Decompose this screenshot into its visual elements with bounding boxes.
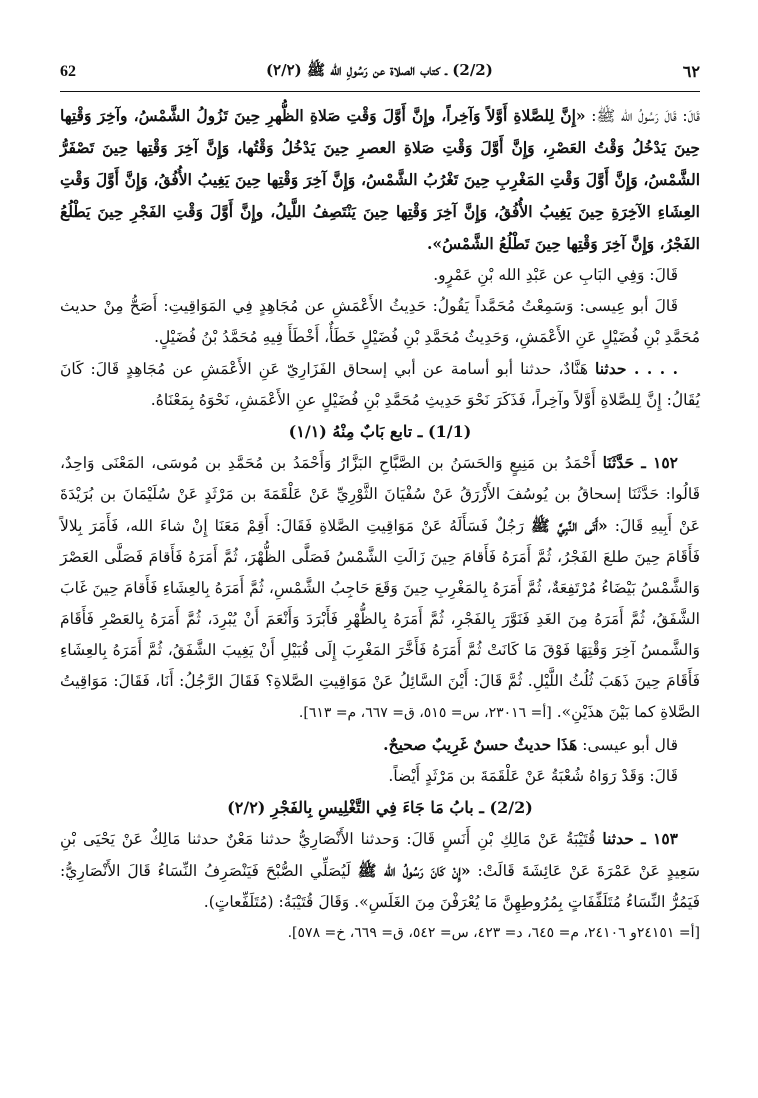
header-divider bbox=[60, 91, 700, 92]
hadith-number-lead: ١٥٢ ـ حَدَّثَنَا bbox=[602, 453, 679, 472]
hadith-152 bbox=[60, 447, 700, 729]
chapter-note: قَالَ: وَفِي البَابِ عن عَبْدِ الله بْنِ عَمْرٍو. bbox=[433, 266, 678, 284]
alternate-narration: قَالَ: وَقَدْ رَوَاهُ شُعْبَةُ عَنْ عَلْقَمَةَ بن مَرْثَدٍ أَيْضاً. bbox=[388, 767, 678, 785]
running-title: (2/2) ـ كتاب الصلاة عن رَسُولِ الله ﷺ (٢/٢) bbox=[265, 61, 493, 79]
page-body bbox=[60, 100, 700, 949]
narration-lead: قَالَ: قَالَ رَسُولُ الله ﷺ: bbox=[591, 107, 700, 125]
section-heading: (2/2) ـ بابُ مَا جَاءَ فِي التَّغْلِيسِ بِالفَجْرِ (٢/٢) bbox=[227, 798, 533, 817]
grading bbox=[60, 729, 700, 761]
supporting-chain bbox=[60, 353, 700, 416]
hadith-text: رَجُلٌ فَسَأَلَهُ عَنْ مَوَاقِيتِ الصَّلاةِ فَقَالَ: أَقِمْ مَعَنَا إِنْ شاءَ الله، فَأَمَرَ بِلالاً فَأَقَامَ حِينَ طلعَ الفَجْرُ، ثُمَّ أَمَرَهُ فَأَقامَ حِينَ زَالَتِ الشَّمْسُ فَصَلَّى الظُّهْرَ، ثُمَّ أَمَرَهُ فَأَقامَ فَصَلَّى العَصْرَ وَالشَّمْسُ بَيْضَاءُ مُرْتَفِعَةٌ، ثُمَّ أَمَرَهُ بِالمَغْرِبِ حِينَ وَقَعَ حَاجِبُ الشَّمْسِ، ثُمَّ أَمَرَهُ بِالعِشَاءِ فَأَقامَ حِينَ غَابَ الشَّفَقُ، ثُمَّ أَمَرَهُ مِنَ الغَدِ فَنَوَّرَ بِالفَجْرِ، ثُمَّ أَمَرَهُ بِالظُّهْرِ فَأَبْرَدَ وَأَنْعَمَ أَنْ يُبْرِدَ، ثُمَّ أَمَرَهُ بِالعَصْرِ فَأَقَامَ وَالشَّمسُ آخِرَ وَقْتِهَا فَوْقَ مَا كَانَتْ ثُمَّ أَمَرَهُ فَأَخَّرَ المَغْرِبَ إِلَى قُبَيْلِ أَنْ يَغِيبَ الشَّفَقُ، ثُمَّ أَمَرَهُ بِالعِشَاءِ فَأَقَامَ حِينَ ذَهَبَ ثُلُثُ اللَّيْلِ. ثُمَّ قَالَ: أَيْنَ السَّائِلُ عَنْ مَوَاقِيتِ الصَّلاةِ؟ فَقَالَ الرَّجُلُ: أَنَا، فَقَالَ: مَوَاقِيتُ الصَّلاةِ كما بَيْنَ هذَيْنِ». bbox=[60, 517, 700, 721]
cross-references: [أ= ٢٣٠١٦، س= ٥١٥، ق= ٦٦٧، م= ٦١٣]. bbox=[298, 705, 552, 721]
grading-text: هَذَا حديثٌ حسنٌ غَرِيبٌ صحيحٌ. bbox=[383, 735, 578, 754]
cross-references: [أ= ٢٤١٥١و ٢٤١٠٦، م= ٦٤٥، د= ٤٢٣، س= ٥٤٢، ق= ٦٦٩، خ= ٥٧٨]. bbox=[287, 925, 700, 941]
hadith-opening: «إِنْ كَانَ رَسُولُ الله ﷺ bbox=[357, 861, 471, 880]
section-heading: (1/1) ـ تابع بَابٌ مِنْهُ (١/١) bbox=[288, 422, 472, 441]
page-header bbox=[60, 55, 700, 89]
hadith-text: لَيُصَلِّي الصُّبْحَ فَيَنْصَرِفُ النِّسَاءُ قَالَ الأَنْصَارِيُّ: فَيَمُرُّ النِّسَاءُ مُتَلَفِّفَاتٍ بِمُرُوطِهِنَّ مَا يُعْرَفْنَ مِنَ الغَلَسِ». وَقَالَ قُتَيْبَةُ: (مُتَلَفِّعاتٍ). bbox=[60, 862, 700, 911]
hadith-153 bbox=[60, 823, 700, 918]
hadith-number-lead: ١٥٣ ـ حدثنا bbox=[602, 829, 679, 848]
isnad-text: أَحْمَدُ بن مَنِيعٍ وَالحَسَنُ بن الصَّبَّاحِ البَزَّارُ وَأَحْمَدُ بن مُحَمَّدِ بن مُوسَى، المَعْنَى وَاحِدٌ، قَالُوا: حَدَّثَنَا إسحاقُ بن يُوسُفَ الأَزْرَقُ عَنْ سُفْيَانَ الثَّوْرِيِّ عَنْ عَلْقَمَةَ بن مَرْثَدٍ عَنْ سُلَيْمَانَ بن بُرَيْدَةَ عَنْ أَبِيهِ قَالَ: bbox=[60, 454, 700, 535]
isnad-text: قُتَيْبَةُ عَنْ مَالِكِ بْنِ أَنَسٍ قَالَ: وَحدثنا الأَنْصَارِيُّ حدثنا مَعْنٌ حدثنا مَالِكٌ عَنْ يَحْيَى بْنِ سَعِيدٍ عَنْ عَمْرَةَ عَنْ عَائِشَةَ قَالَتْ: bbox=[60, 830, 701, 880]
chain-text: هَنَّادٌ، حدثنا أبو أسامة عن أبي إسحاق الفَزَارِيّ عَنِ الأَعْمَشِ عن مُجَاهِدٍ قَالَ: كَانَ يُقَالُ: إِنَّ لِلصَّلاةِ أَوَّلاً وآخِراً، فَذَكَرَ نَحْوَ حَدِيثِ مُحَمَّدِ بْنِ فُضَيْلٍ عنِ الأَعْمَشِ، نَحْوَهُ بِمَعْنَاهُ. bbox=[60, 360, 700, 409]
grading-lead: قال أبو عيسى: bbox=[582, 736, 678, 754]
hadith-text: «إِنَّ لِلصَّلاةِ أَوَّلاً وَآخِراً، وإِنَّ أَوَّلَ وَقْتِ صَلاةِ الظُّهرِ حِينَ تَزُولُ الشَّمْسُ، وآخِرَ وَقْتِها حِينَ يَدْخُلُ وَقْتُ العَصْرِ، وَإِنَّ أَوَّلَ وَقْتِ صَلاةِ العصرِ حِينَ يَدْخُلُ وَقْتُها، وَإِنَّ آخِرَ وَقْتِها حِينَ تَصْفَرُّ الشَّمْسُ، وَإِنَّ أَوَّلَ وَقْتِ المَغْرِبِ حِينَ تَغْرُبُ الشَّمْسُ، وَإِنَّ آخِرَ وَقْتِها حِينَ يَغِيبُ الأُفُقُ، وَإِنَّ أَوَّلَ وَقْتِ العِشَاءِ الآخِرَةِ حِينَ يَغِيبُ الأُفُقُ، وَإِنَّ آخِرَ وَقْتِها حِينَ يَنْتَصِفُ اللَّيلُ، وإِنَّ أَوَّلَ وَقْتِ الفَجْرِ حِينَ يَطْلُعُ الفَجْرُ، وَإِنَّ آخِرَ وَقْتِها حِينَ تَطْلُعُ الشَّمْسُ». bbox=[60, 106, 700, 253]
hadith-continuation bbox=[60, 100, 700, 260]
page-number-arabic: ٦٢ bbox=[682, 64, 700, 81]
chain-lead: . . . . حدثنا bbox=[595, 359, 678, 378]
page-number-latin: 62 bbox=[60, 63, 76, 80]
hadith-opening: «أَتَى النَّبِيَّ ﷺ bbox=[530, 516, 608, 535]
abu-isa-comment: قَالَ أبو عِيسى: وَسَمِعْتُ مُحَمَّداً يَقُولُ: حَدِيثُ الأَعْمَشِ عن مُجَاهِدٍ فِي المَوَاقِيتِ: أَصَحُّ مِنْ حديث مُحَمَّدِ بْنِ فُضَيْلٍ عَنِ الأَعْمَشِ، وَحَدِيثُ مُحَمَّدِ بْنِ فُضَيْلٍ خَطَأٌ، أَخْطَأَ فِيهِ مُحَمَّدُ بْنُ فُضَيْلٍ. bbox=[60, 297, 700, 346]
